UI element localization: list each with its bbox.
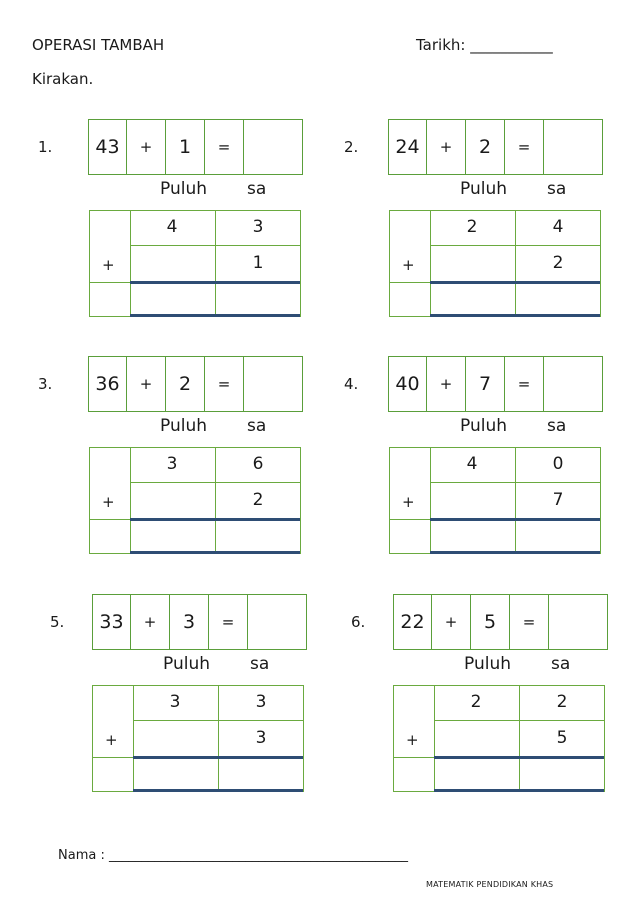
grid-line	[130, 245, 300, 246]
answer-box[interactable]	[544, 357, 602, 411]
sum-line	[130, 314, 300, 317]
equation-box	[388, 356, 603, 412]
tens-digit: 2	[470, 692, 482, 712]
equals-sign: =	[205, 120, 244, 174]
plus-sign: +	[432, 595, 471, 649]
instruction-text: Kirakan.	[32, 70, 94, 88]
plus-sign: +	[427, 357, 466, 411]
sum-line	[434, 789, 604, 792]
problem-number: 1.	[38, 138, 53, 156]
answer-tens-cell[interactable]	[131, 284, 215, 314]
second-addend: 2	[466, 120, 505, 174]
sum-line	[430, 551, 600, 554]
grid-line	[133, 720, 303, 721]
equals-sign: =	[205, 357, 244, 411]
ones-digit: 4	[552, 217, 564, 237]
plus-sign: +	[402, 256, 415, 274]
first-addend: 43	[89, 120, 127, 174]
answer-tens-cell[interactable]	[431, 284, 515, 314]
tens-digit: 3	[166, 454, 178, 474]
place-value-grid	[89, 447, 301, 554]
equation-box	[88, 356, 303, 412]
ones-digit: 6	[252, 454, 264, 474]
answer-ones-cell[interactable]	[216, 521, 300, 551]
equals-sign: =	[510, 595, 549, 649]
answer-box[interactable]	[244, 120, 302, 174]
ones-digit: 1	[252, 253, 264, 273]
ones-header: sa	[247, 416, 267, 436]
tens-digit: 3	[169, 692, 181, 712]
equals-sign: =	[505, 120, 544, 174]
tens-header: Puluh	[460, 416, 507, 436]
plus-sign: +	[127, 120, 166, 174]
grid-line	[430, 482, 600, 483]
sum-line	[133, 789, 303, 792]
ones-digit: 2	[552, 253, 564, 273]
plus-sign: +	[127, 357, 166, 411]
answer-ones-cell[interactable]	[516, 521, 600, 551]
answer-tens-cell[interactable]	[435, 759, 519, 789]
problem-number: 3.	[38, 375, 53, 393]
grid-line	[434, 720, 604, 721]
equals-sign: =	[505, 357, 544, 411]
first-addend: 22	[394, 595, 432, 649]
name-field[interactable]: Nama : ______________________________________________	[58, 848, 408, 863]
equation-box	[393, 594, 608, 650]
plus-sign: +	[102, 493, 115, 511]
ones-header: sa	[547, 416, 567, 436]
grid-line	[430, 245, 600, 246]
date-field[interactable]: Tarikh: ___________	[416, 36, 553, 54]
place-value-grid	[92, 685, 304, 792]
ones-digit: 2	[556, 692, 568, 712]
equation-box	[92, 594, 307, 650]
ones-digit: 3	[255, 728, 267, 748]
ones-header: sa	[247, 179, 267, 199]
worksheet-title: OPERASI TAMBAH	[32, 36, 165, 54]
ones-digit: 3	[255, 692, 267, 712]
answer-ones-cell[interactable]	[516, 284, 600, 314]
place-value-grid	[389, 447, 601, 554]
ones-header: sa	[250, 654, 270, 674]
plus-sign: +	[406, 731, 419, 749]
equation-box	[88, 119, 303, 175]
answer-box[interactable]	[549, 595, 607, 649]
ones-digit: 0	[552, 454, 564, 474]
tens-header: Puluh	[464, 654, 511, 674]
second-addend: 1	[166, 120, 205, 174]
ones-header: sa	[551, 654, 571, 674]
place-value-grid	[89, 210, 301, 317]
equals-sign: =	[209, 595, 248, 649]
first-addend: 24	[389, 120, 427, 174]
tens-header: Puluh	[460, 179, 507, 199]
problem-number: 2.	[344, 138, 359, 156]
place-value-grid	[393, 685, 605, 792]
answer-ones-cell[interactable]	[520, 759, 604, 789]
plus-sign: +	[427, 120, 466, 174]
answer-box[interactable]	[544, 120, 602, 174]
second-addend: 2	[166, 357, 205, 411]
answer-tens-cell[interactable]	[131, 521, 215, 551]
answer-ones-cell[interactable]	[216, 284, 300, 314]
plus-sign: +	[402, 493, 415, 511]
problem-number: 4.	[344, 375, 359, 393]
credit-text: MATEMATIK PENDIDIKAN KHAS	[426, 880, 554, 889]
tens-header: Puluh	[160, 416, 207, 436]
first-addend: 40	[389, 357, 427, 411]
ones-digit: 5	[556, 728, 568, 748]
second-addend: 7	[466, 357, 505, 411]
sum-line	[430, 314, 600, 317]
answer-tens-cell[interactable]	[431, 521, 515, 551]
answer-box[interactable]	[244, 357, 302, 411]
plus-sign: +	[131, 595, 170, 649]
problem-number: 5.	[50, 613, 65, 631]
plus-sign: +	[102, 256, 115, 274]
first-addend: 36	[89, 357, 127, 411]
first-addend: 33	[93, 595, 131, 649]
grid-line	[130, 482, 300, 483]
tens-digit: 4	[466, 454, 478, 474]
ones-header: sa	[547, 179, 567, 199]
second-addend: 5	[471, 595, 510, 649]
tens-digit: 4	[166, 217, 178, 237]
problem-number: 6.	[351, 613, 366, 631]
ones-digit: 7	[552, 490, 564, 510]
place-value-grid	[389, 210, 601, 317]
ones-digit: 2	[252, 490, 264, 510]
equation-box	[388, 119, 603, 175]
second-addend: 3	[170, 595, 209, 649]
answer-ones-cell[interactable]	[219, 759, 303, 789]
tens-header: Puluh	[163, 654, 210, 674]
tens-digit: 2	[466, 217, 478, 237]
sum-line	[130, 551, 300, 554]
plus-sign: +	[105, 731, 118, 749]
answer-box[interactable]	[248, 595, 306, 649]
ones-digit: 3	[252, 217, 264, 237]
answer-tens-cell[interactable]	[134, 759, 218, 789]
tens-header: Puluh	[160, 179, 207, 199]
